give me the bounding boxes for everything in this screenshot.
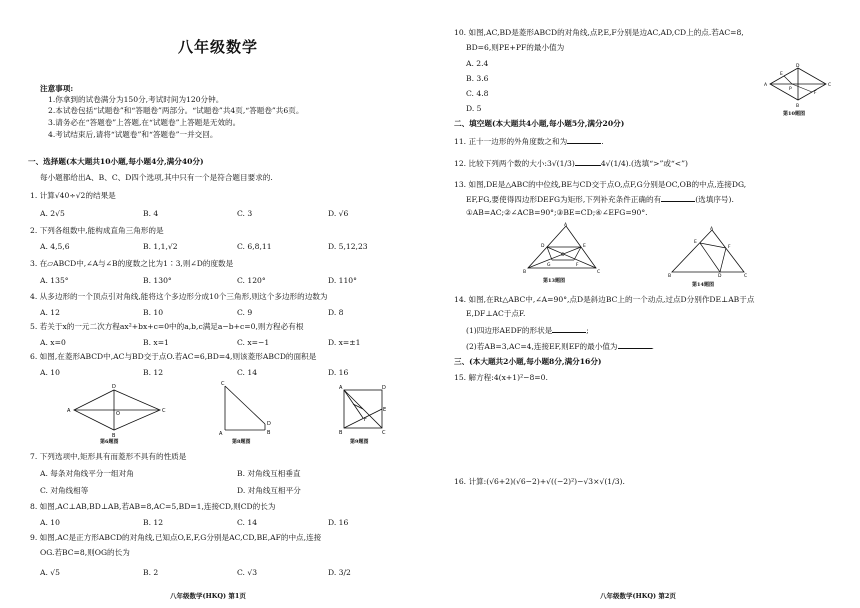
q9-option-a[interactable]: A. √5	[40, 568, 60, 577]
figure-9-square	[338, 384, 388, 436]
question-12	[454, 158, 688, 168]
svg-text:C: C	[828, 83, 832, 88]
notice-heading: 注意事项:	[40, 84, 74, 93]
question-13-line-1: 13. 如图,DE是△ABC的中位线,BE与CD交于点O,点F,G分别是OC,OB的中点,连接DG,	[454, 180, 747, 189]
figure-8-diagram	[215, 380, 275, 440]
question-14-part-2-text: (2)若AB=3,AC=4,连接EF,则EF的最小值为	[466, 342, 618, 351]
notice-4: 4.考试结束后,请将“试题卷”和“答题卷”一并交回。	[48, 130, 218, 139]
question-11-text: 11. 正十一边形的外角度数之和为	[454, 137, 568, 146]
q13-answer-blank[interactable]	[661, 194, 695, 202]
q7-option-c[interactable]: C. 对角线相等	[40, 486, 89, 495]
question-13-line-3: ①AB=AC;②∠ACB=90°;③BE=CD;④∠EFG=90°.	[466, 208, 648, 217]
svg-text:A: A	[67, 408, 71, 414]
q3-option-c[interactable]: C. 120°	[237, 276, 266, 285]
svg-text:E: E	[383, 407, 387, 413]
q14-part-1-blank[interactable]	[552, 325, 586, 333]
q2-option-d[interactable]: D. 5,12,23	[328, 242, 368, 251]
q10-option-d[interactable]: D. 5	[466, 104, 482, 113]
question-1: 1. 计算√40÷√2的结果是	[30, 191, 116, 200]
svg-text:F: F	[576, 263, 579, 268]
left-page-footer: 八年级数学(HKQ) 第1页	[170, 592, 246, 600]
q10-option-a[interactable]: A. 2.4	[466, 59, 489, 68]
figure-9-caption: 第9题图	[350, 439, 369, 445]
question-5: 5. 若关于x的一元二次方程ax²+bx+c=0中的a,b,c满足a−b+c=0,则方程必有根	[30, 322, 304, 331]
q2-option-a[interactable]: A. 4,5,6	[40, 242, 70, 251]
svg-text:A: A	[339, 385, 343, 391]
svg-text:D: D	[796, 64, 800, 69]
question-8: 8. 如图,AC⊥AB,BD⊥AB,若AB=8,AC=5,BD=1,连接CD,则CD的长为	[30, 502, 276, 511]
q8-option-a[interactable]: A. 10	[40, 518, 60, 527]
q6-option-d[interactable]: D. 16	[328, 368, 349, 377]
figure-6-caption: 第6题图	[100, 439, 119, 445]
question-12-text-a: 12. 比较下列两个数的大小:3√(1/3)	[454, 159, 575, 168]
svg-text:A: A	[764, 83, 768, 88]
figure-10-caption: 第10题图	[783, 111, 805, 117]
figure-14-caption: 第14题图	[692, 282, 714, 288]
svg-text:E: E	[583, 244, 586, 249]
svg-text:C: C	[744, 274, 748, 278]
exam-title: 八年级数学	[178, 38, 259, 56]
q3-option-b[interactable]: B. 130°	[143, 276, 172, 285]
svg-text:D: D	[267, 421, 271, 427]
svg-text:D: D	[112, 384, 116, 390]
q10-option-b[interactable]: B. 3.6	[466, 74, 489, 83]
q8-option-b[interactable]: B. 12	[143, 518, 164, 527]
figure-13-caption: 第13题图	[543, 278, 565, 284]
q5-option-b[interactable]: B. x=1	[143, 338, 169, 347]
q6-option-a[interactable]: A. 10	[40, 368, 60, 377]
question-13-text-b: (选填序号).	[695, 195, 734, 204]
question-14-part-1: (1)四边形AEDF的形状是 ;	[466, 326, 589, 335]
question-4: 4. 从多边形的一个顶点引对角线,能将这个多边形分成10个三角形,则这个多边形的边数为	[30, 292, 328, 301]
svg-text:C: C	[382, 430, 386, 436]
question-13-text: EF,FG,要使得四边形DEFG为矩形,下列补充条件正确的有	[466, 195, 662, 204]
svg-text:P: P	[789, 87, 792, 92]
question-7: 7. 下列选项中,矩形具有而菱形不具有的性质是	[30, 452, 187, 461]
q1-option-d[interactable]: D. √6	[328, 209, 349, 218]
question-14-part-1-text: (1)四边形AEDF的形状是	[466, 326, 553, 335]
notice-1: 1.你拿到的试卷满分为150分,考试时间为120分钟。	[48, 95, 224, 104]
q7-option-b[interactable]: B. 对角线互相垂直	[237, 469, 301, 478]
q14-part-2-blank[interactable]	[618, 341, 652, 349]
question-11: 11. 正十一边形的外角度数之和为 .	[454, 137, 604, 146]
figure-13-triangle	[522, 222, 602, 274]
question-15: 15. 解方程:4(x+1)²−8=0.	[454, 373, 548, 382]
svg-text:B: B	[523, 270, 527, 274]
q1-option-c[interactable]: C. 3	[237, 209, 253, 218]
svg-text:B: B	[112, 433, 116, 438]
svg-text:D: D	[382, 385, 386, 391]
q10-option-c[interactable]: C. 4.8	[466, 89, 489, 98]
svg-text:B: B	[668, 274, 672, 278]
svg-text:D: D	[718, 274, 722, 278]
question-10-line-2: BD=6,则PE+PF的最小值为	[466, 43, 565, 52]
q1-option-a[interactable]: A. 2√5	[40, 209, 65, 218]
section-2-heading: 二、填空题(本大题共4小题,每小题5分,满分20分)	[454, 119, 625, 128]
svg-text:B: B	[267, 430, 271, 436]
figure-6-rhombus	[62, 382, 172, 438]
question-14-line-2: E,DF⊥AC于点F.	[466, 309, 526, 318]
q7-option-a[interactable]: A. 每条对角线平分一组对角	[40, 469, 134, 478]
q5-option-c[interactable]: C. x=−1	[237, 338, 270, 347]
notice-3: 3.请务必在“答题卷”上答题,在“试题卷”上答题是无效的。	[48, 118, 241, 127]
q4-option-b[interactable]: B. 10	[143, 308, 164, 317]
q5-option-a[interactable]: A. x=0	[40, 338, 66, 347]
svg-text:C: C	[597, 270, 601, 274]
q9-option-c[interactable]: C. √3	[237, 568, 258, 577]
question-6: 6. 如图,在菱形ABCD中,AC与BD交于点O.若AC=6,BD=4,则该菱形ABCD的面积是	[30, 352, 317, 361]
svg-text:B: B	[796, 104, 800, 109]
q8-option-c[interactable]: C. 14	[237, 518, 258, 527]
question-9-line-1: 9. 如图,AC是正方形ABCD的对角线,已知点O,E,F,G分别是AC,CD,BE,AF的中点,连接	[30, 533, 322, 542]
figure-14-triangle	[668, 226, 748, 278]
question-9-line-2: OG.若BC=8,则OG的长为	[40, 548, 130, 557]
q4-option-d[interactable]: D. 8	[328, 308, 344, 317]
svg-text:A: A	[564, 223, 568, 228]
svg-text:E: E	[694, 240, 697, 245]
q11-answer-blank[interactable]	[567, 136, 601, 144]
q6-option-b[interactable]: B. 12	[143, 368, 164, 377]
svg-text:B: B	[339, 430, 343, 436]
notice-2: 2.本试卷包括“试题卷”和“答题卷”两部分。“试题卷”共4页,“答题卷”共6页。	[48, 106, 304, 115]
q2-option-c[interactable]: C. 6,8,11	[237, 242, 272, 251]
question-14-line-1: 14. 如图,在Rt△ABC中,∠A=90°,点D是斜边BC上的一个动点,过点D分别作DE⊥AB于点	[454, 295, 755, 304]
section-1-heading: 一、选择题(本大题共10小题,每小题4分,满分40分)	[28, 157, 204, 166]
figure-8-caption: 第8题图	[232, 439, 251, 445]
svg-text:A: A	[710, 227, 714, 232]
figure-10-rhombus	[762, 62, 834, 110]
q9-option-d[interactable]: D. 3/2	[328, 568, 351, 577]
svg-text:E: E	[780, 72, 783, 77]
q3-option-a[interactable]: A. 135°	[40, 276, 69, 285]
q2-option-b[interactable]: B. 1,1,√2	[143, 242, 178, 251]
q12-answer-blank[interactable]	[575, 158, 601, 166]
svg-text:C: C	[162, 408, 166, 414]
q8-option-d[interactable]: D. 16	[328, 518, 349, 527]
section-1-note: 每小题都给出A、B、C、D四个选项,其中只有一个是符合题目要求的.	[40, 173, 273, 182]
q4-option-c[interactable]: C. 9	[237, 308, 253, 317]
question-14-part-2: (2)若AB=3,AC=4,连接EF,则EF的最小值为 .	[466, 342, 654, 351]
question-10-line-1: 10. 如图,AC,BD是菱形ABCD的对角线,点P,E,F分别是边AC,AD,CD上的点.若AC=8,	[454, 28, 744, 37]
q7-option-d[interactable]: D. 对角线互相平分	[237, 486, 301, 495]
question-13-line-2	[466, 194, 734, 204]
q9-option-b[interactable]: B. 2	[143, 568, 159, 577]
question-2: 2. 下列各组数中,能构成直角三角形的是	[30, 226, 164, 235]
right-page	[430, 0, 860, 608]
svg-text:G: G	[547, 263, 551, 268]
svg-text:F: F	[728, 245, 731, 250]
question-12-text-b: 4√(1/4).(选填“>”或“<”)	[600, 159, 689, 168]
svg-text:O: O	[116, 411, 120, 417]
section-3-heading: 三、(本大题共2小题,每小题8分,满分16分)	[454, 357, 602, 366]
question-3: 3. 在▱ABCD中,∠A与∠B的度数之比为1∶3,则∠D的度数是	[30, 259, 234, 268]
q4-option-a[interactable]: A. 12	[40, 308, 60, 317]
svg-text:O: O	[561, 253, 565, 258]
q3-option-d[interactable]: D. 110°	[328, 276, 357, 285]
q5-option-d[interactable]: D. x=±1	[328, 338, 361, 347]
right-page-footer: 八年级数学(HKQ) 第2页	[600, 592, 676, 600]
svg-text:C: C	[221, 381, 225, 387]
svg-text:F: F	[364, 417, 367, 423]
question-16: 16. 计算:(√6+2)(√6−2)+√((−2)²)−√3×√(1/3).	[454, 477, 625, 486]
q6-option-c[interactable]: C. 14	[237, 368, 258, 377]
svg-text:A: A	[219, 431, 223, 437]
svg-text:F: F	[814, 91, 817, 96]
svg-text:D: D	[541, 244, 545, 249]
q1-option-b[interactable]: B. 4	[143, 209, 159, 218]
